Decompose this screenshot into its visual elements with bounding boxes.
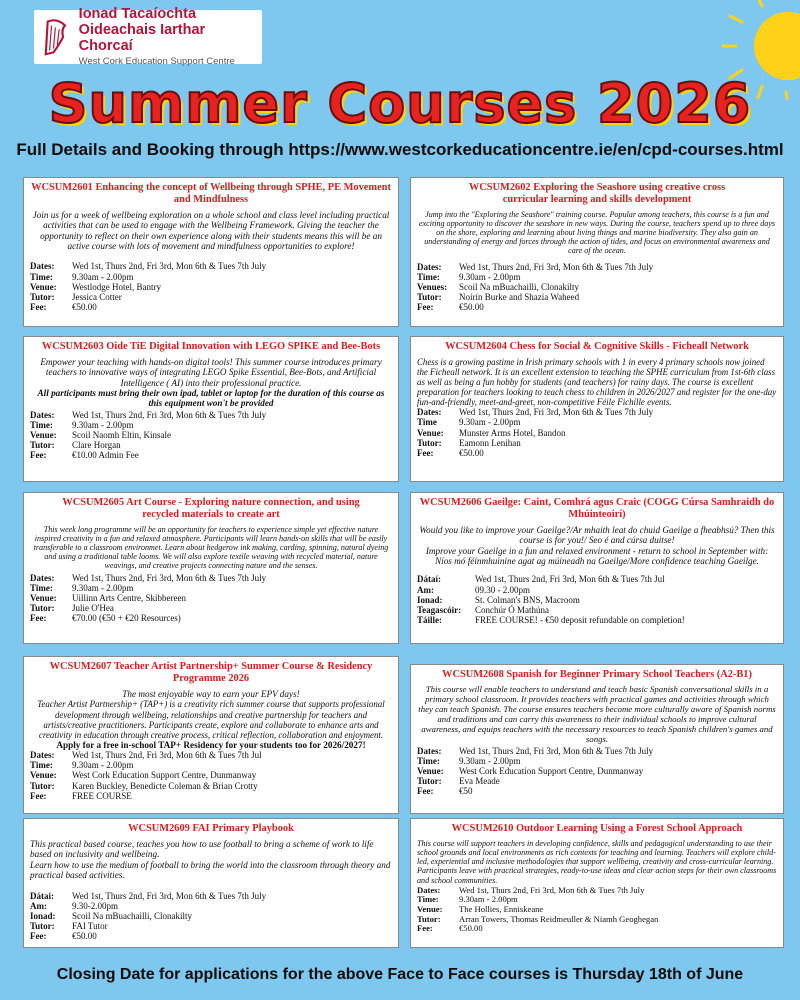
detail-value: West Cork Education Support Centre, Dunmanway (72, 770, 257, 781)
course-description: Jump into the "Exploring the Seashore" training course. Popular among teachers, this course is a fun and exciting opportunity to discover the seashore in new ways. During the course, teachers spend up to three days on the shore, exploring and learning about living things and marine biodiversity. They also gain an understanding of energy and forces through the action of tides, and focus on environmental awareness and care of the ocean. (418, 209, 776, 256)
harp-logo-icon (40, 15, 73, 59)
detail-value: Wed 1st, Thurs 2nd, Fri 3rd, Mon 6th & Tues 7th July (459, 745, 654, 756)
detail-value: West Cork Education Support Centre, Dunmanway (459, 765, 644, 776)
detail-value: Wed 1st, Thurs 2nd, Fri 3rd, Mon 6th & Tues 7th July (72, 890, 267, 901)
detail-label: Fee: (417, 447, 434, 458)
detail-label: Venue: (417, 765, 444, 776)
detail-label: Fee: (417, 786, 434, 797)
detail-value: Wed 1st, Thurs 2nd, Fri 3rd, Mon 6th & Tues 7th July (72, 572, 267, 583)
detail-value: St. Colman's BNS, Macroom (475, 594, 580, 605)
detail-value: Wed 1st, Thurs 2nd, Fri 3rd, Mon 6th & Tues 7th July (72, 409, 267, 420)
detail-label: Tutor: (417, 913, 441, 924)
detail-value: €10.00 Admin Fee (72, 450, 139, 461)
detail-value: 9.30am - 2.00pm (459, 271, 521, 282)
detail-label: Fee: (30, 450, 47, 461)
detail-value: Clare Horgan (72, 440, 121, 451)
detail-value: Uillinn Arts Centre, Skibbereen (72, 592, 186, 603)
detail-label: Venues: (417, 281, 448, 292)
detail-label: Fee: (30, 613, 47, 624)
detail-label: Venue: (30, 770, 57, 781)
detail-value: 9.30am - 2.00pm (72, 271, 134, 282)
detail-value: 9.30-2.00pm (72, 900, 118, 911)
course-note: All participants must bring their own ipad, tablet or laptop for the duration of this course as this equipment won't be provided (37, 388, 385, 409)
detail-value: FREE COURSE! - €50 deposit refundable on completion! (475, 615, 685, 626)
detail-label: Time: (30, 419, 53, 430)
course-description: Chess is a growing pastime in Irish primary schools with 1 in every 4 primary schools now joined the Ficheall network. It is an excellent extension to teaching the SPHE curriculum from 1st-6th class as well as being a fun hobby for students (and teachers) for rainy days. The course is excellent preparation for teachers looking to teach chess to children in 2026/2027 and register for the one-day fun-and-friendly, meet-and-greet, non-competitive Féile Fichille events. (417, 356, 777, 408)
detail-label: Fee: (30, 790, 47, 801)
detail-value: €50.00 (72, 302, 97, 313)
closing-date-notice: Closing Date for applications for the above Face to Face courses is Thursday 18th of June (56, 966, 744, 983)
detail-label: Am: (417, 584, 434, 595)
detail-value: €50.00 (72, 931, 97, 942)
detail-value: 9.30am - 2.00pm (72, 760, 134, 771)
course-description: This practical based course, teaches you how to use football to bring a scheme of work to life based on inclusivity and wellbeing. (30, 838, 374, 860)
detail-value: Scoil Na mBuachailli, Clonakilty (72, 910, 192, 921)
detail-label: Tutor: (30, 603, 55, 614)
detail-value: €50.00 (459, 923, 483, 934)
detail-value: Eva Meade (459, 776, 500, 787)
detail-label: Dates: (417, 407, 442, 418)
course-description: Empower your teaching with hands-on digital tools! This summer course introduces primary teachers to innovative ways of integrating LEGO Spike Essential, Bee-Bots, and Artificial Intelligence ( AI) into their professional practice. (40, 356, 382, 388)
course-title: WCSUM2609 FAI Primary Playbook (128, 823, 294, 834)
course-title: WCSUM2605 Art Course - Exploring nature connection, and using recycled materials to create art (62, 497, 360, 520)
detail-label: Dates: (417, 261, 442, 272)
course-description: Teacher Artist Partnership+ (TAP+) is a creativity rich summer course that supports professional development through wellbeing, relationships and creative partnership for teachers and artists/creative practitioners. Participants create, explore and collaborate to enhance arts and creativity in education through creative process, critical reflection, collaboration and enjoyment. (37, 699, 385, 740)
detail-label: Dátaí: (417, 574, 441, 585)
detail-value: Wed 1st, Thurs 2nd, Fri 3rd, Mon 6th & Tues 7th July (459, 261, 654, 272)
detail-value: Julie O'Hea (72, 603, 114, 614)
course-title: WCSUM2606 Gaeilge: Caint, Comhrá agus Craic (COGG Cúrsa Samhraidh do Mhúinteoirí) (419, 497, 775, 520)
detail-label: Time: (417, 894, 439, 905)
course-card-wcsum2609[interactable] (23, 818, 399, 948)
course-card-wcsum2607[interactable] (23, 656, 399, 814)
detail-value: Noírín Burke and Shazia Waheed (459, 292, 580, 303)
detail-label: Ionad: (417, 594, 443, 605)
course-card-wcsum2605[interactable] (23, 492, 399, 644)
course-title: WCSUM2607 Teacher Artist Partnership+ Summer Course & Residency Programme 2026 (49, 661, 373, 684)
course-card-wcsum2606[interactable] (410, 492, 784, 644)
detail-label: Ionad: (30, 910, 56, 921)
detail-label: Tutor: (417, 437, 442, 448)
detail-value: €50.00 (459, 302, 484, 313)
detail-label: Dates: (30, 261, 55, 272)
detail-label: Dates: (417, 884, 441, 895)
course-card-wcsum2601[interactable] (23, 177, 399, 327)
detail-label: Venue: (417, 904, 443, 915)
course-description: This week long programme will be an opportunity for teachers to experience simple yet effective nature inspired creativity in a fun and relaxed atmosphere. Participants will learn hands-on skills that will be easily transferable to a classroom environmet. Learn about hedgerow ink making, carding, spinning, natural dyeing and using a traditional table looms. We will also explore textile weaving with recycled material, nature weavings, and creative projects connecting nature and the senses. (33, 524, 389, 571)
detail-label: Time: (30, 582, 53, 593)
detail-label: Tutor: (417, 776, 442, 787)
detail-label: Am: (30, 900, 47, 911)
detail-label: Fee: (30, 931, 47, 942)
detail-value: 9.30am - 2.00pm (459, 417, 521, 428)
detail-label: Tutor: (417, 292, 442, 303)
detail-label: Time: (30, 760, 53, 771)
detail-label: Tutor: (30, 291, 55, 302)
course-description: This course will support teachers in developing confidence, skills and pedagogical understanding to use their school grounds and local environments as rich contexts for teaching and learning. Teachers will explore child-led, experiential and inclusive methodologies that support wellbeing, creativity and cross-curricular learning. Participants leave with practical strategies, ready-to-use ideas and clear action steps for their own classrooms and school communities. (417, 838, 777, 885)
detail-label: Fee: (417, 302, 434, 313)
page-title: Summer Courses 2026 (48, 72, 752, 135)
course-title: WCSUM2610 Outdoor Learning Using a Forest School Approach (451, 823, 743, 834)
detail-value: Karen Buckley, Benedicte Coleman & Brian Crotty (72, 780, 258, 791)
course-card-wcsum2602[interactable] (410, 177, 784, 327)
booking-link[interactable]: Full Details and Booking through https://www.westcorkeducationcentre.ie/en/cpd-courses.html (16, 140, 784, 159)
detail-label: Venue: (30, 592, 57, 603)
detail-label: Venue: (30, 281, 57, 292)
logo-line-1: Ionad Tacaíochta (78, 5, 197, 22)
detail-value: 9.30am - 2.00pm (459, 755, 521, 766)
logo-line-3: West Cork Education Support Centre (78, 55, 235, 67)
course-description: This course will enable teachers to understand and teach basic Spanish conversational skills in a primary school classroom. It provides teachers with practical games and activities through which they can teach Spanish. The course ensures teachers become more culturally aware of Spanish norms and traditions and can carry this awareness to their individual schools to improve cultural awareness, and equips teachers with the necessary resources to teach Spanish children's games and songs. (418, 683, 776, 744)
detail-label: Teagascóir: (417, 604, 462, 615)
detail-value: Munster Arms Hotel, Bandon (459, 427, 566, 438)
detail-value: Wed 1st, Thurs 2nd, Fri 3rd, Mon 6th & Tues 7th July (459, 884, 645, 895)
detail-value: 9.30am - 2.00pm (72, 582, 134, 593)
course-intro: The most enjoyable way to earn your EPV days! (122, 688, 300, 699)
detail-label: Dates: (30, 409, 55, 420)
detail-value: Wed 1st, Thurs 2nd, Fri 3rd, Mon 6th & Tues 7th July (459, 407, 654, 418)
detail-label: Time: (417, 271, 440, 282)
detail-value: €50 (459, 786, 473, 797)
course-card-wcsum2604[interactable] (410, 336, 784, 482)
detail-label: Dates: (417, 745, 442, 756)
course-title: WCSUM2601 Enhancing the concept of Wellbeing through SPHE, PE Movement and Mindfulness (31, 182, 391, 205)
detail-value: FREE COURSE (72, 790, 132, 801)
course-card-wcsum2608[interactable] (410, 664, 784, 814)
logo-line-2: Oideachais Iarthar Chorcaí (78, 21, 206, 54)
detail-label: Tutor: (30, 920, 55, 931)
detail-label: Time: (417, 755, 440, 766)
detail-label: Dátai: (30, 890, 54, 901)
detail-value: Conchúr Ó Mathúna (475, 604, 549, 615)
detail-label: Fee: (417, 923, 433, 934)
course-title: WCSUM2608 Spanish for Beginner Primary School Teachers (A2-B1) (442, 669, 752, 680)
detail-label: Time: (30, 271, 53, 282)
detail-value: Jessica Cotter (72, 291, 122, 302)
detail-label: Dates: (30, 572, 55, 583)
course-card-wcsum2603[interactable] (23, 336, 399, 482)
course-description: Would you like to improve your Gaeilge?/Ar mhaith leat do chuid Gaeilge a fheabhsú? Then this course is for you!/ Seo é and cúrsa duitse! (419, 524, 775, 546)
logo[interactable] (34, 5, 262, 67)
course-title: WCSUM2604 Chess for Social & Cognitive Skills - Ficheall Network (445, 341, 749, 352)
detail-value: The Hollies, Enniskeane (459, 904, 544, 915)
course-title: WCSUM2602 Exploring the Seashore using creative cross curricular learning and skills development (468, 182, 726, 205)
detail-value: FAI Tutor (72, 920, 108, 931)
detail-value: Wed 1st, Thurs 2nd, Fri 3rd, Mon 6th & Tues 7th July (72, 261, 267, 272)
course-description-2: Learn how to use the medium of football to bring the world into the classroom through theory and practical based activities. (30, 859, 391, 881)
detail-value: Arran Towers, Thomas Reidmeuller & Niamh Geoghegan (459, 913, 659, 924)
course-description: Join us for a week of wellbeing exploration on a whole school and class level including practical activities that can be used to engage with the Wellbeing Framework. Giving the teacher the opportunity to reflect on their own experience along with their students means this will be an active course with lots of movement and mindfulness opportunities to explore! (32, 209, 390, 252)
detail-label: Fee: (30, 302, 47, 313)
detail-value: 9.30am - 2.00pm (72, 419, 134, 430)
detail-value: Wed 1st, Thurs 2nd, Fri 3rd, Mon 6th & Tues 7th Jul (475, 574, 665, 585)
detail-value: €50.00 (459, 447, 484, 458)
detail-value: Wed 1st, Thurs 2nd, Fri 3rd, Mon 6th & Tues 7th Jul (72, 750, 262, 761)
detail-value: 9.30am - 2.00pm (459, 894, 518, 905)
detail-label: Táille: (417, 615, 442, 626)
detail-value: Westlodge Hotel, Bantry (72, 281, 162, 292)
detail-label: Time (417, 417, 437, 428)
course-description-2: Improve your Gaeilge in a fun and relaxed environment - return to school in September with: Níos mó féinmhuinine agat ag múineadh na Gaeilge/More confidence teaching Gaeilge. (425, 545, 769, 567)
detail-label: Tutor: (30, 440, 55, 451)
course-card-wcsum2610[interactable] (410, 818, 784, 948)
detail-value: 09.30 - 2.00pm (475, 584, 530, 595)
detail-value: €70.00 (€50 + €20 Resources) (72, 613, 181, 624)
course-title: WCSUM2603 Oide TiE Digital Innovation with LEGO SPIKE and Bee-Bots (41, 341, 381, 352)
detail-label: Tutor: (30, 780, 55, 791)
detail-label: Venue: (30, 430, 57, 441)
detail-value: Scoil Naomh Eltin, Kinsale (72, 430, 171, 441)
course-note: Apply for a free in-school TAP+ Residency for your students too for 2026/2027! (56, 739, 366, 750)
detail-value: Scoil Na mBuachailli, Clonakilty (459, 281, 579, 292)
detail-label: Venue: (417, 427, 444, 438)
detail-value: Eamonn Lenihan (459, 437, 521, 448)
detail-label: Dates: (30, 750, 55, 761)
